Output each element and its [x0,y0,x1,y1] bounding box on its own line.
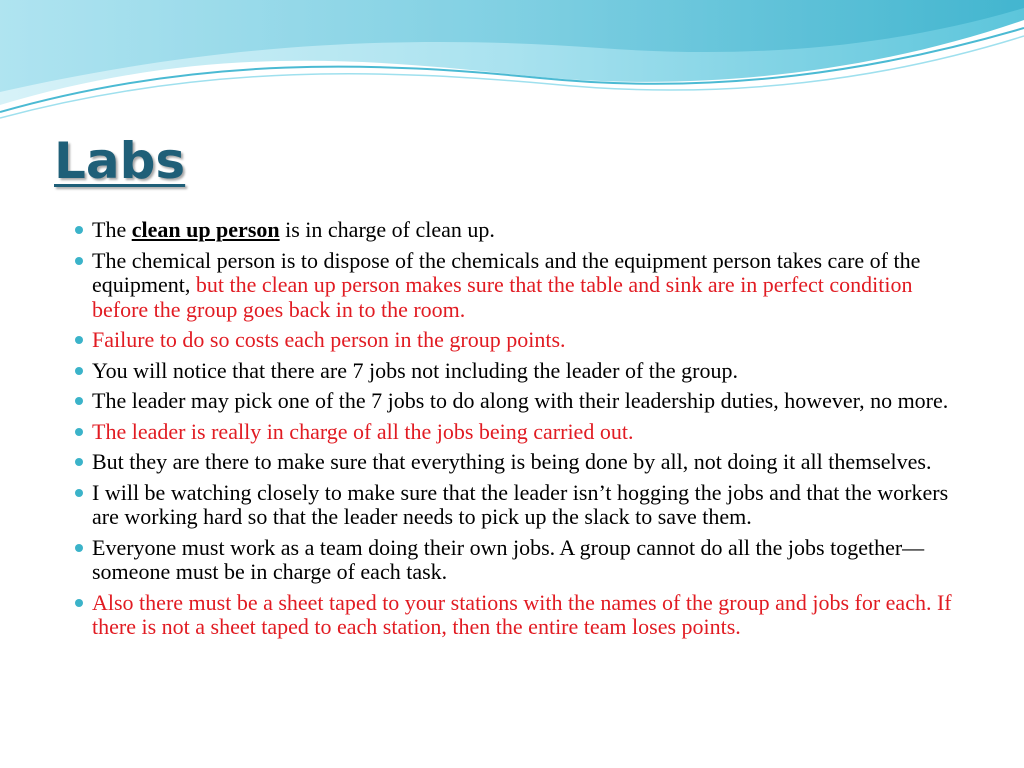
header-wave-decoration [0,0,1024,130]
bullet-red-text: Also there must be a sheet taped to your stations with the names of the group and jobs for each. If there is not a sheet taped to each station, then the entire team loses points. [92,589,952,639]
bullet-item [92,249,962,323]
bullet-text: The [92,217,132,242]
bullet-text: The chemical person is to dispose of the chemicals and the equipment person takes care of the equipment, [92,247,921,297]
bullet-item [92,536,962,585]
bullet-item [92,359,962,384]
bullet-red-text: but the clean up person makes sure that the table and sink are in perfect condition before the group goes back in to the room. [92,272,913,322]
bullet-red-text: Failure to do so costs each person in the group points. [92,327,566,352]
bullet-emphasis: clean up person [131,217,280,242]
bullet-item [92,450,962,475]
bullet-list [92,218,962,646]
bullet-red-text: The leader is really in charge of all the jobs being carried out. [92,418,634,444]
bullet-text: Everyone must work as a team doing their own jobs. A group cannot do all the jobs together—someone must be in charge of each task. [92,534,925,584]
bullet-item [92,218,962,243]
bullet-item [92,591,962,640]
bullet-item [92,328,962,353]
slide-title: Labs [54,132,186,190]
bullet-item [92,481,962,530]
bullet-text: I will be watching closely to make sure that the leader isn’t hogging the jobs and that the workers are working hard so that the leader needs to pick up the slack to save them. [92,479,949,529]
bullet-text: The leader may pick one of the 7 jobs to do along with their leadership duties, however, no more. [92,388,949,413]
bullet-text: is in charge of clean up. [279,217,495,242]
bullet-text: But they are there to make sure that everything is being done by all, not doing it all themselves. [92,449,932,474]
bullet-text: You will notice that there are 7 jobs not including the leader of the group. [92,357,739,383]
bullet-item [92,389,962,414]
bullet-item [92,420,962,445]
